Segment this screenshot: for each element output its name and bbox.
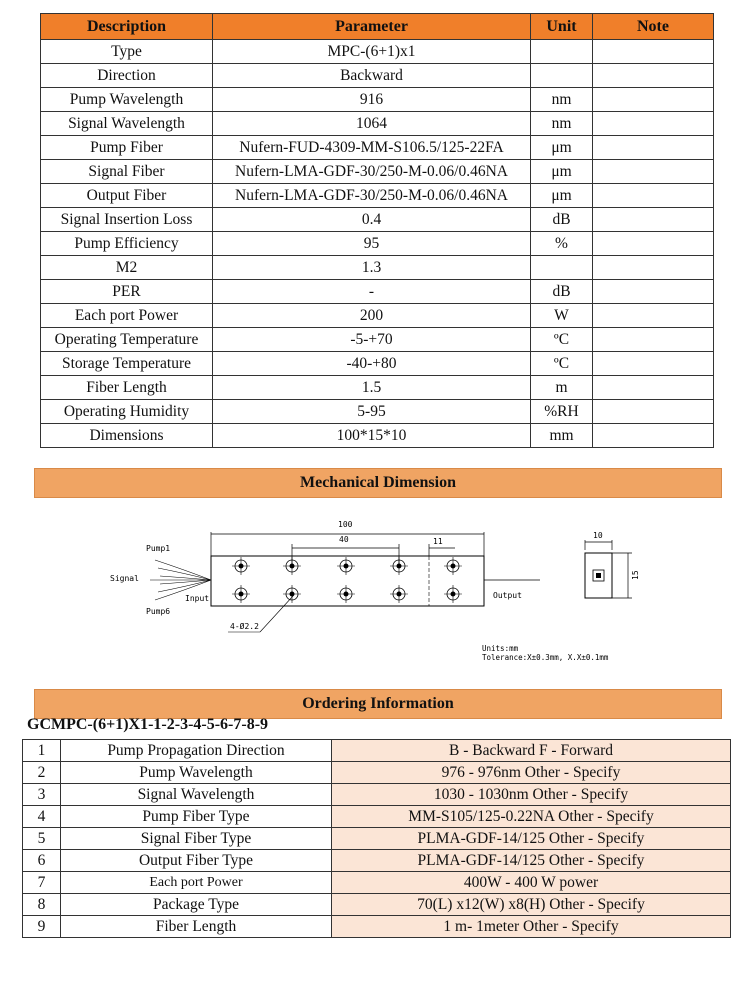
ordering-field-cell: Signal Fiber Type [61, 828, 332, 850]
spec-row [41, 208, 714, 232]
dim-end-label: 11 [433, 537, 443, 546]
mounting-hole [232, 585, 250, 603]
spec-note-cell [593, 352, 714, 376]
spec-note-cell [593, 400, 714, 424]
spec-body [41, 40, 714, 448]
spec-parameter-cell: 1.5 [213, 376, 531, 400]
spec-description-cell: Direction [41, 64, 213, 88]
spec-note-cell [593, 184, 714, 208]
ordering-index-cell: 1 [23, 740, 61, 762]
spec-note-cell [593, 376, 714, 400]
header-parameter: Parameter [213, 14, 531, 40]
dimension-labels [338, 520, 640, 580]
spec-parameter-cell: 1.3 [213, 256, 531, 280]
ordering-value-cell: PLMA-GDF-14/125 Other - Specify [332, 828, 731, 850]
ordering-field-cell: Fiber Length [61, 916, 332, 938]
spec-parameter-cell: 200 [213, 304, 531, 328]
mounting-hole [390, 557, 408, 575]
spec-description-cell: Operating Temperature [41, 328, 213, 352]
spec-parameter-cell: - [213, 280, 531, 304]
spec-note-cell [593, 424, 714, 448]
spec-unit-cell: % [531, 232, 593, 256]
ordering-index-cell: 8 [23, 894, 61, 916]
mounting-hole [337, 557, 355, 575]
spec-row [41, 256, 714, 280]
ordering-row [23, 740, 731, 762]
label-signal: Signal [110, 574, 139, 583]
spec-description-cell: Dimensions [41, 424, 213, 448]
spec-note-cell [593, 328, 714, 352]
ordering-index-cell: 6 [23, 850, 61, 872]
ordering-index-cell: 5 [23, 828, 61, 850]
label-pump6: Pump6 [146, 607, 171, 616]
mounting-hole [283, 585, 301, 603]
spec-parameter-cell: Backward [213, 64, 531, 88]
holes-group [232, 557, 462, 603]
spec-unit-cell: μm [531, 160, 593, 184]
spec-parameter-cell: 1064 [213, 112, 531, 136]
spec-note-cell [593, 112, 714, 136]
ordering-information-header: Ordering Information [34, 689, 722, 719]
spec-row [41, 112, 714, 136]
ordering-row [23, 828, 731, 850]
dim-spacing-label: 40 [339, 535, 349, 544]
spec-parameter-cell: -5-+70 [213, 328, 531, 352]
spec-parameter-cell: Nufern-LMA-GDF-30/250-M-0.06/0.46NA [213, 160, 531, 184]
spec-unit-cell: ºC [531, 328, 593, 352]
header-unit: Unit [531, 14, 593, 40]
spec-table [40, 13, 714, 448]
spec-description-cell: Output Fiber [41, 184, 213, 208]
ordering-field-cell: Each port Power [61, 872, 332, 894]
label-output: Output [493, 591, 522, 600]
spec-unit-cell: μm [531, 184, 593, 208]
tolerance-note: Tolerance:X±0.3mm, X.X±0.1mm [482, 653, 609, 662]
spec-parameter-cell: MPC-(6+1)x1 [213, 40, 531, 64]
spec-row [41, 184, 714, 208]
ordering-value-cell: PLMA-GDF-14/125 Other - Specify [332, 850, 731, 872]
ordering-field-cell: Signal Wavelength [61, 784, 332, 806]
spec-unit-cell: dB [531, 280, 593, 304]
ordering-index-cell: 7 [23, 872, 61, 894]
spec-parameter-cell: 100*15*10 [213, 424, 531, 448]
label-input: Input [185, 594, 210, 603]
mounting-hole [390, 585, 408, 603]
spec-description-cell: Signal Wavelength [41, 112, 213, 136]
spec-row [41, 304, 714, 328]
spec-row [41, 232, 714, 256]
spec-description-cell: Pump Wavelength [41, 88, 213, 112]
spec-unit-cell: dB [531, 208, 593, 232]
ordering-field-cell: Pump Wavelength [61, 762, 332, 784]
spec-row [41, 376, 714, 400]
spec-note-cell [593, 40, 714, 64]
spec-row [41, 352, 714, 376]
spec-unit-cell [531, 40, 593, 64]
spec-parameter-cell: Nufern-LMA-GDF-30/250-M-0.06/0.46NA [213, 184, 531, 208]
spec-description-cell: Pump Fiber [41, 136, 213, 160]
spec-row [41, 88, 714, 112]
spec-unit-cell [531, 256, 593, 280]
spec-unit-cell: ºC [531, 352, 593, 376]
mechanical-drawing [80, 508, 680, 668]
spec-header-row [41, 14, 714, 40]
ordering-body [23, 740, 731, 938]
dim-total-label: 100 [338, 520, 353, 529]
mounting-hole [444, 585, 462, 603]
ordering-row [23, 762, 731, 784]
device-body [211, 556, 484, 606]
ordering-row [23, 850, 731, 872]
spec-row [41, 40, 714, 64]
spec-note-cell [593, 88, 714, 112]
spec-note-cell [593, 304, 714, 328]
spec-unit-cell: %RH [531, 400, 593, 424]
spec-row [41, 136, 714, 160]
spec-note-cell [593, 232, 714, 256]
ordering-row [23, 894, 731, 916]
spec-description-cell: Pump Efficiency [41, 232, 213, 256]
ordering-index-cell: 3 [23, 784, 61, 806]
ordering-table [22, 739, 731, 938]
spec-note-cell [593, 256, 714, 280]
spec-note-cell [593, 136, 714, 160]
spec-note-cell [593, 64, 714, 88]
mounting-hole [232, 557, 250, 575]
spec-parameter-cell: 916 [213, 88, 531, 112]
spec-note-cell [593, 160, 714, 184]
mounting-hole [444, 557, 462, 575]
ordering-value-cell: 70(L) x12(W) x8(H) Other - Specify [332, 894, 731, 916]
spec-description-cell: Type [41, 40, 213, 64]
spec-parameter-cell: 5-95 [213, 400, 531, 424]
ordering-row [23, 872, 731, 894]
spec-row [41, 328, 714, 352]
spec-unit-cell: mm [531, 424, 593, 448]
spec-description-cell: Each port Power [41, 304, 213, 328]
spec-description-cell: Operating Humidity [41, 400, 213, 424]
header-description: Description [41, 14, 213, 40]
ordering-value-cell: B - Backward F - Forward [332, 740, 731, 762]
spec-note-cell [593, 208, 714, 232]
dim-height-label: 15 [631, 570, 640, 580]
ordering-field-cell: Pump Propagation Direction [61, 740, 332, 762]
ordering-value-cell: 1 m- 1meter Other - Specify [332, 916, 731, 938]
label-hole: 4-Ø2.2 [230, 622, 259, 631]
ordering-value-cell: 400W - 400 W power [332, 872, 731, 894]
part-number: GCMPC-(6+1)X1-1-2-3-4-5-6-7-8-9 [27, 716, 269, 733]
spec-description-cell: M2 [41, 256, 213, 280]
ordering-field-cell: Output Fiber Type [61, 850, 332, 872]
ordering-field-cell: Package Type [61, 894, 332, 916]
spec-unit-cell: W [531, 304, 593, 328]
spec-row [41, 160, 714, 184]
header-note: Note [593, 14, 714, 40]
spec-row [41, 400, 714, 424]
mechanical-dimension-header: Mechanical Dimension [34, 468, 722, 498]
spec-description-cell: PER [41, 280, 213, 304]
ordering-field-cell: Pump Fiber Type [61, 806, 332, 828]
spec-unit-cell: nm [531, 112, 593, 136]
dimension-lines [211, 532, 632, 598]
spec-row [41, 280, 714, 304]
mounting-hole [337, 585, 355, 603]
spec-description-cell: Storage Temperature [41, 352, 213, 376]
ordering-row [23, 916, 731, 938]
spec-unit-cell: m [531, 376, 593, 400]
ordering-value-cell: MM-S105/125-0.22NA Other - Specify [332, 806, 731, 828]
spec-note-cell [593, 280, 714, 304]
units-note: Units:mm [482, 644, 519, 653]
ordering-index-cell: 4 [23, 806, 61, 828]
mounting-hole [283, 557, 301, 575]
ordering-row [23, 806, 731, 828]
spec-parameter-cell: 95 [213, 232, 531, 256]
ordering-index-cell: 2 [23, 762, 61, 784]
spec-parameter-cell: -40-+80 [213, 352, 531, 376]
spec-parameter-cell: Nufern-FUD-4309-MM-S106.5/125-22FA [213, 136, 531, 160]
ordering-index-cell: 9 [23, 916, 61, 938]
spec-description-cell: Fiber Length [41, 376, 213, 400]
spec-unit-cell: nm [531, 88, 593, 112]
ordering-value-cell: 976 - 976nm Other - Specify [332, 762, 731, 784]
spec-description-cell: Signal Fiber [41, 160, 213, 184]
hole-leader [260, 596, 293, 632]
spec-unit-cell: μm [531, 136, 593, 160]
dim-width-label: 10 [593, 531, 603, 540]
spec-row [41, 64, 714, 88]
label-pump1: Pump1 [146, 544, 171, 553]
end-view [585, 553, 612, 598]
spec-description-cell: Signal Insertion Loss [41, 208, 213, 232]
spec-unit-cell [531, 64, 593, 88]
ordering-value-cell: 1030 - 1030nm Other - Specify [332, 784, 731, 806]
ordering-row [23, 784, 731, 806]
spec-row [41, 424, 714, 448]
spec-parameter-cell: 0.4 [213, 208, 531, 232]
